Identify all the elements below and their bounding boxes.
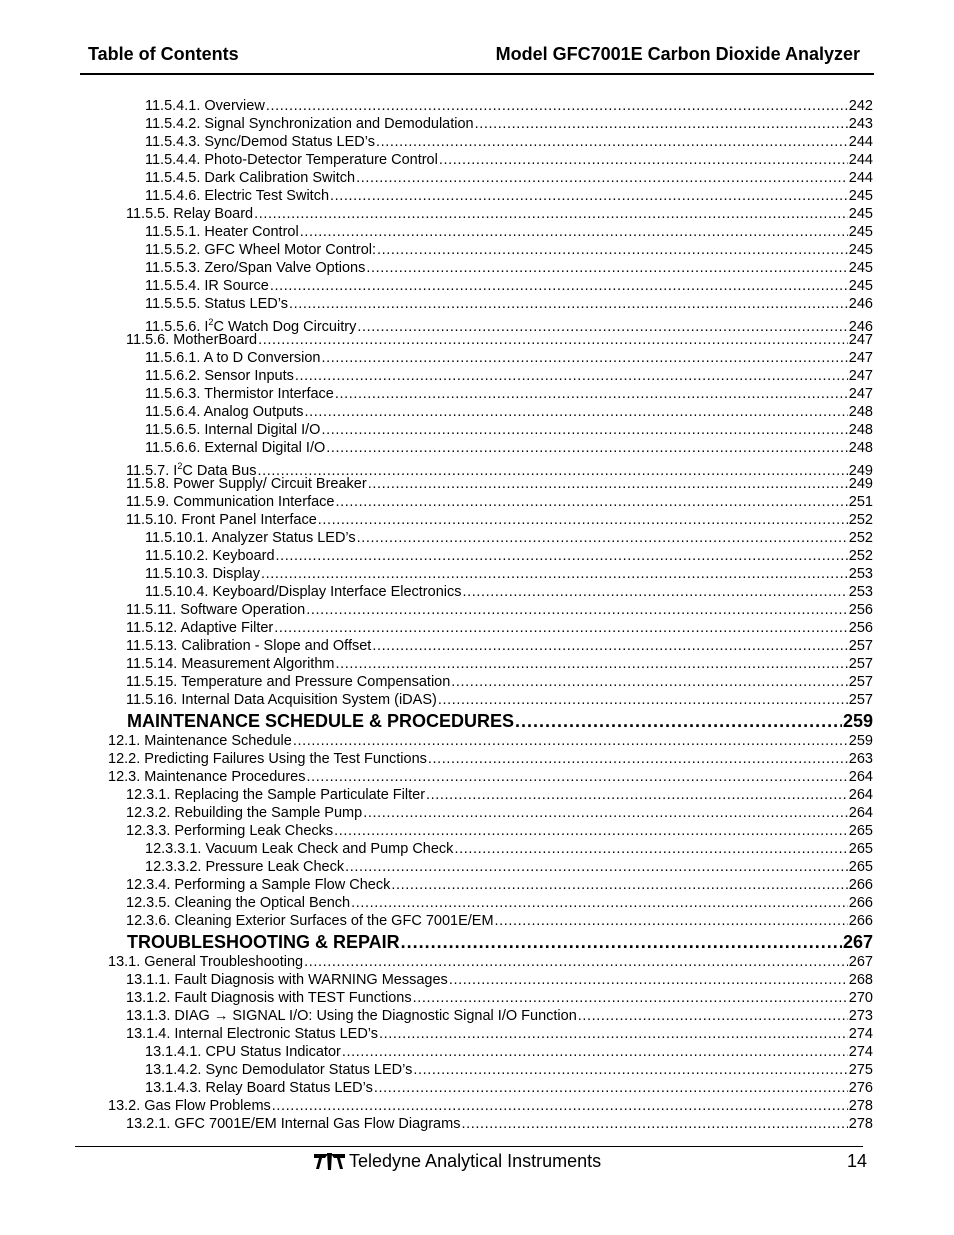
dot-leader xyxy=(330,187,848,205)
toc-entry-page: 275 xyxy=(848,1062,873,1078)
toc-entry-page: 243 xyxy=(848,116,873,132)
toc-entry-page: 257 xyxy=(848,656,873,672)
toc-entry-title: 11.5.12. Adaptive Filter xyxy=(126,620,274,636)
toc-entry[interactable] xyxy=(108,601,873,619)
toc-entry-title: 12.3.3.2. Pressure Leak Check xyxy=(145,859,345,875)
toc-entry-page: 266 xyxy=(848,895,873,911)
dot-leader xyxy=(307,768,848,786)
toc-entry[interactable] xyxy=(108,858,873,876)
toc-entry-title: 12.1. Maintenance Schedule xyxy=(108,733,292,749)
toc-entry[interactable] xyxy=(108,295,873,313)
dot-leader xyxy=(495,912,848,930)
toc-entry-title: 11.5.9. Communication Interface xyxy=(126,494,335,510)
dot-leader xyxy=(356,169,848,187)
dot-leader xyxy=(463,583,848,601)
toc-entry-title: 11.5.4.4. Photo-Detector Temperature Control xyxy=(145,152,438,168)
dot-leader xyxy=(289,295,848,313)
toc-entry-page: 245 xyxy=(848,260,873,276)
toc-entry-page: 244 xyxy=(848,134,873,150)
toc-entry-page: 246 xyxy=(848,296,873,312)
toc-entry-page: 248 xyxy=(848,404,873,420)
dot-leader xyxy=(372,637,847,655)
toc-entry-page: 246 xyxy=(848,318,873,335)
toc-entry-page: 266 xyxy=(848,913,873,929)
toc-entry-page: 257 xyxy=(848,674,873,690)
toc-entry-title: 12.3.3. Performing Leak Checks xyxy=(126,823,334,839)
dot-leader xyxy=(391,876,847,894)
dot-leader xyxy=(270,277,848,295)
dot-leader xyxy=(274,619,848,637)
toc-entry[interactable] xyxy=(108,953,873,971)
toc-entry-title: 11.5.16. Internal Data Acquisition System (iDAS) xyxy=(126,692,437,708)
toc-entry[interactable] xyxy=(108,1061,873,1079)
dot-leader xyxy=(363,804,848,822)
toc-entry-page: 276 xyxy=(848,1080,873,1096)
toc-entry[interactable] xyxy=(108,1115,873,1133)
toc-entry-page: 244 xyxy=(848,170,873,186)
toc-entry-title: 13.1.4. Internal Electronic Status LED’s xyxy=(126,1026,379,1042)
toc-entry-page: 263 xyxy=(848,751,873,767)
toc-entry-title: 12.3.4. Performing a Sample Flow Check xyxy=(126,877,391,893)
toc-entry-page: 274 xyxy=(848,1044,873,1060)
toc-entry-title: 11.5.10.2. Keyboard xyxy=(145,548,275,564)
dot-leader xyxy=(461,1115,847,1133)
dot-leader xyxy=(295,367,848,385)
dot-leader xyxy=(258,331,848,349)
toc-entry[interactable] xyxy=(108,786,873,804)
dot-leader xyxy=(335,385,848,403)
toc-entry[interactable] xyxy=(108,804,873,822)
toc-entry-title: 11.5.5.1. Heater Control xyxy=(145,224,299,240)
toc-entry-page: 270 xyxy=(848,990,873,1006)
dot-leader xyxy=(318,511,848,529)
toc-entry-page: 278 xyxy=(848,1116,873,1132)
toc-entry-title: TROUBLESHOOTING & REPAIR xyxy=(127,932,400,952)
toc-entry-title: 11.5.4.2. Signal Synchronization and Demodulation xyxy=(145,116,474,132)
toc-entry[interactable] xyxy=(108,732,873,750)
toc-entry-title: 13.2. Gas Flow Problems xyxy=(108,1098,271,1114)
toc-entry[interactable] xyxy=(108,1043,873,1061)
toc-entry[interactable] xyxy=(108,349,873,367)
dot-leader xyxy=(449,971,848,989)
dot-leader xyxy=(304,953,848,971)
toc-entry-title: 13.2.1. GFC 7001E/EM Internal Gas Flow Diagrams xyxy=(126,1116,461,1132)
toc-entry-title: 11.5.4.3. Sync/Demod Status LED’s xyxy=(145,134,375,150)
header-document-title: Model GFC7001E Carbon Dioxide Analyzer xyxy=(495,44,860,64)
dot-leader xyxy=(345,858,848,876)
footer-company-name: Teledyne Analytical Instruments xyxy=(349,1150,602,1171)
table-of-contents xyxy=(108,97,873,1133)
dot-leader xyxy=(300,223,848,241)
toc-entry-page: 247 xyxy=(848,386,873,402)
toc-entry[interactable] xyxy=(108,894,873,912)
toc-entry-page: 247 xyxy=(848,350,873,366)
page-footer xyxy=(313,1150,601,1172)
toc-entry-title: 11.5.10.4. Keyboard/Display Interface Electronics xyxy=(145,584,462,600)
toc-entry-title: 11.5.5.4. IR Source xyxy=(145,278,269,294)
header-section-title: Table of Contents xyxy=(88,44,239,64)
toc-entry-page: 267 xyxy=(848,954,873,970)
toc-entry-title: 11.5.6.6. External Digital I/O xyxy=(145,440,326,456)
toc-entry-page: 245 xyxy=(848,242,873,258)
toc-entry-title: 12.3.1. Replacing the Sample Particulate Filter xyxy=(126,787,426,803)
toc-entry[interactable] xyxy=(108,439,873,457)
toc-entry-page: 252 xyxy=(848,530,873,546)
toc-entry-title: 11.5.5.5. Status LED’s xyxy=(145,296,288,312)
toc-entry-page: 265 xyxy=(848,823,873,839)
toc-entry-page: 257 xyxy=(848,692,873,708)
dot-leader xyxy=(276,547,848,565)
toc-entry[interactable] xyxy=(108,187,873,205)
dot-leader xyxy=(401,931,842,953)
toc-entry[interactable] xyxy=(108,169,873,187)
toc-entry-title: 13.1.1. Fault Diagnosis with WARNING Messages xyxy=(126,972,448,988)
toc-entry-title: 13.1.3. DIAG → SIGNAL I/O: Using the Diagnostic Signal I/O Function xyxy=(126,1008,577,1024)
toc-entry-page: 264 xyxy=(848,769,873,785)
toc-entry[interactable] xyxy=(108,493,873,511)
dot-leader xyxy=(254,205,848,223)
toc-entry[interactable] xyxy=(108,547,873,565)
toc-entry-title: 11.5.5.2. GFC Wheel Motor Control: xyxy=(145,242,377,258)
toc-entry-page: 265 xyxy=(848,841,873,857)
dot-leader xyxy=(376,133,848,151)
toc-entry[interactable] xyxy=(108,151,873,169)
toc-entry-title: 11.5.14. Measurement Algorithm xyxy=(126,656,335,672)
toc-entry[interactable] xyxy=(108,637,873,655)
dot-leader xyxy=(454,840,847,858)
toc-entry[interactable] xyxy=(108,1007,873,1025)
dot-leader xyxy=(428,750,848,768)
toc-entry-page: 251 xyxy=(848,494,873,510)
toc-entry-title: 11.5.6.4. Analog Outputs xyxy=(145,404,304,420)
dot-leader xyxy=(321,349,847,367)
toc-entry-page: 242 xyxy=(848,98,873,114)
toc-entry-title: 11.5.6.1. A to D Conversion xyxy=(145,350,321,366)
toc-entry-page: 264 xyxy=(848,787,873,803)
toc-entry-title: 12.3.3.1. Vacuum Leak Check and Pump Check xyxy=(145,841,454,857)
dot-leader xyxy=(438,691,848,709)
toc-entry-page: 265 xyxy=(848,859,873,875)
toc-entry[interactable] xyxy=(108,655,873,673)
toc-entry[interactable] xyxy=(108,421,873,439)
toc-entry[interactable] xyxy=(108,133,873,151)
toc-entry[interactable] xyxy=(108,750,873,768)
dot-leader xyxy=(342,1043,848,1061)
toc-entry-title: 12.3. Maintenance Procedures xyxy=(108,769,306,785)
toc-entry[interactable] xyxy=(108,619,873,637)
toc-entry-title: MAINTENANCE SCHEDULE & PROCEDURES xyxy=(127,711,515,731)
toc-entry-page: 249 xyxy=(848,462,873,479)
toc-entry-page: 274 xyxy=(848,1026,873,1042)
toc-entry[interactable] xyxy=(108,583,873,601)
toc-entry[interactable] xyxy=(108,385,873,403)
toc-entry-page: 248 xyxy=(848,440,873,456)
toc-entry-page: 256 xyxy=(848,602,873,618)
toc-entry-title: 12.3.5. Cleaning the Optical Bench xyxy=(126,895,351,911)
dot-leader xyxy=(261,565,848,583)
toc-entry-page: 257 xyxy=(848,638,873,654)
header-divider xyxy=(80,73,874,75)
toc-entry-title: 11.5.5.3. Zero/Span Valve Options xyxy=(145,260,366,276)
toc-entry[interactable] xyxy=(108,673,873,691)
toc-entry-title: 11.5.4.6. Electric Test Switch xyxy=(145,188,330,204)
toc-entry-title: 12.2. Predicting Failures Using the Test Functions xyxy=(108,751,427,767)
toc-entry-page: 278 xyxy=(848,1098,873,1114)
toc-entry[interactable] xyxy=(108,565,873,583)
toc-entry-page: 267 xyxy=(842,932,873,952)
toc-entry-title: 11.5.10.1. Analyzer Status LED’s xyxy=(145,530,356,546)
toc-entry-title: 13.1.2. Fault Diagnosis with TEST Functions xyxy=(126,990,412,1006)
toc-entry-title: 13.1.4.2. Sync Demodulator Status LED’s xyxy=(145,1062,413,1078)
toc-entry[interactable] xyxy=(108,475,873,493)
toc-entry-title: 11.5.5.6. $I^2C$ Watch Dog Circuitry xyxy=(145,317,357,335)
dot-leader xyxy=(293,732,848,750)
toc-entry-page: 249 xyxy=(848,476,873,492)
toc-entry[interactable] xyxy=(108,529,873,547)
dot-leader xyxy=(326,439,848,457)
toc-entry[interactable] xyxy=(108,1025,873,1043)
toc-entry[interactable] xyxy=(108,403,873,421)
dot-leader xyxy=(426,786,848,804)
toc-entry-title: 11.5.13. Calibration - Slope and Offset xyxy=(126,638,372,654)
toc-entry-page: 266 xyxy=(848,877,873,893)
toc-entry-title: 11.5.11. Software Operation xyxy=(126,602,306,618)
toc-entry-title: 11.5.6.5. Internal Digital I/O xyxy=(145,422,321,438)
dot-leader xyxy=(335,655,847,673)
toc-entry-page: 256 xyxy=(848,620,873,636)
dot-leader xyxy=(321,421,847,439)
toc-entry-title: 11.5.4.1. Overview xyxy=(145,98,265,114)
toc-entry-page: 245 xyxy=(848,278,873,294)
toc-entry[interactable] xyxy=(108,259,873,277)
toc-entry-title: 11.5.6.2. Sensor Inputs xyxy=(145,368,294,384)
toc-entry[interactable] xyxy=(108,691,873,709)
dot-leader xyxy=(475,115,848,133)
toc-entry-page: 247 xyxy=(848,332,873,348)
dot-leader xyxy=(306,601,848,619)
toc-entry[interactable] xyxy=(108,313,873,335)
dot-leader xyxy=(413,989,848,1007)
dot-leader xyxy=(357,529,848,547)
toc-entry-title: 11.5.5. Relay Board xyxy=(126,206,254,222)
page-number: 14 xyxy=(846,1151,867,1171)
page-header xyxy=(88,44,860,66)
toc-entry-title: 11.5.4.5. Dark Calibration Switch xyxy=(145,170,356,186)
toc-entry-title: 11.5.7. $I^2C$ Data Bus xyxy=(126,461,257,479)
toc-entry-page: 247 xyxy=(848,368,873,384)
toc-entry-title: 11.5.15. Temperature and Pressure Compensation xyxy=(126,674,451,690)
toc-entry-page: 259 xyxy=(848,733,873,749)
toc-chapter-entry[interactable] xyxy=(108,710,873,732)
toc-entry-title: 13.1.4.1. CPU Status Indicator xyxy=(145,1044,341,1060)
toc-entry-page: 264 xyxy=(848,805,873,821)
dot-leader xyxy=(266,97,848,115)
dot-leader xyxy=(578,1007,848,1025)
dot-leader xyxy=(368,475,848,493)
dot-leader xyxy=(305,403,848,421)
dot-leader xyxy=(366,259,847,277)
toc-entry-title: 12.3.6. Cleaning Exterior Surfaces of the GFC 7001E/EM xyxy=(126,913,494,929)
toc-entry-title: 13.1. General Troubleshooting xyxy=(108,954,304,970)
dot-leader xyxy=(334,822,848,840)
dot-leader xyxy=(374,1079,848,1097)
toc-entry[interactable] xyxy=(108,241,873,259)
toc-entry-title: 12.3.2. Rebuilding the Sample Pump xyxy=(126,805,363,821)
toc-entry-title: 11.5.8. Power Supply/ Circuit Breaker xyxy=(126,476,367,492)
toc-entry[interactable] xyxy=(108,511,873,529)
dot-leader xyxy=(377,241,848,259)
toc-entry-page: 245 xyxy=(848,206,873,222)
toc-entry[interactable] xyxy=(108,97,873,115)
toc-entry-title: 11.5.10. Front Panel Interface xyxy=(126,512,317,528)
footer-divider xyxy=(75,1146,863,1147)
teledyne-logo-icon xyxy=(313,1150,346,1172)
toc-entry[interactable] xyxy=(108,840,873,858)
toc-entry[interactable] xyxy=(108,822,873,840)
toc-entry-page: 245 xyxy=(848,224,873,240)
toc-chapter-entry[interactable] xyxy=(108,931,873,953)
toc-entry[interactable] xyxy=(108,223,873,241)
toc-entry[interactable] xyxy=(108,768,873,786)
toc-entry[interactable] xyxy=(108,1079,873,1097)
toc-entry-page: 252 xyxy=(848,512,873,528)
toc-entry[interactable] xyxy=(108,277,873,295)
dot-leader xyxy=(272,1097,848,1115)
toc-entry-title: 13.1.4.3. Relay Board Status LED’s xyxy=(145,1080,373,1096)
toc-entry[interactable] xyxy=(108,876,873,894)
toc-entry-page: 244 xyxy=(848,152,873,168)
toc-entry-title: 11.5.10.3. Display xyxy=(145,566,260,582)
toc-entry-page: 253 xyxy=(848,584,873,600)
toc-entry[interactable] xyxy=(108,205,873,223)
toc-entry-page: 259 xyxy=(842,711,873,731)
toc-entry-page: 253 xyxy=(848,566,873,582)
dot-leader xyxy=(351,894,848,912)
toc-entry[interactable] xyxy=(108,989,873,1007)
dot-leader xyxy=(515,710,842,732)
dot-leader xyxy=(379,1025,848,1043)
toc-entry-page: 252 xyxy=(848,548,873,564)
toc-entry-page: 268 xyxy=(848,972,873,988)
toc-entry-title: 11.5.6.3. Thermistor Interface xyxy=(145,386,334,402)
toc-entry[interactable] xyxy=(108,912,873,930)
toc-entry-page: 248 xyxy=(848,422,873,438)
dot-leader xyxy=(439,151,848,169)
toc-entry[interactable] xyxy=(108,115,873,133)
toc-entry[interactable] xyxy=(108,457,873,479)
toc-entry[interactable] xyxy=(108,367,873,385)
dot-leader xyxy=(335,493,847,511)
toc-entry[interactable] xyxy=(108,331,873,349)
toc-entry-title: 11.5.6. MotherBoard xyxy=(126,332,258,348)
toc-entry[interactable] xyxy=(108,1097,873,1115)
toc-entry[interactable] xyxy=(108,971,873,989)
toc-entry-page: 245 xyxy=(848,188,873,204)
dot-leader xyxy=(413,1061,847,1079)
dot-leader xyxy=(451,673,848,691)
toc-entry-page: 273 xyxy=(848,1008,873,1024)
